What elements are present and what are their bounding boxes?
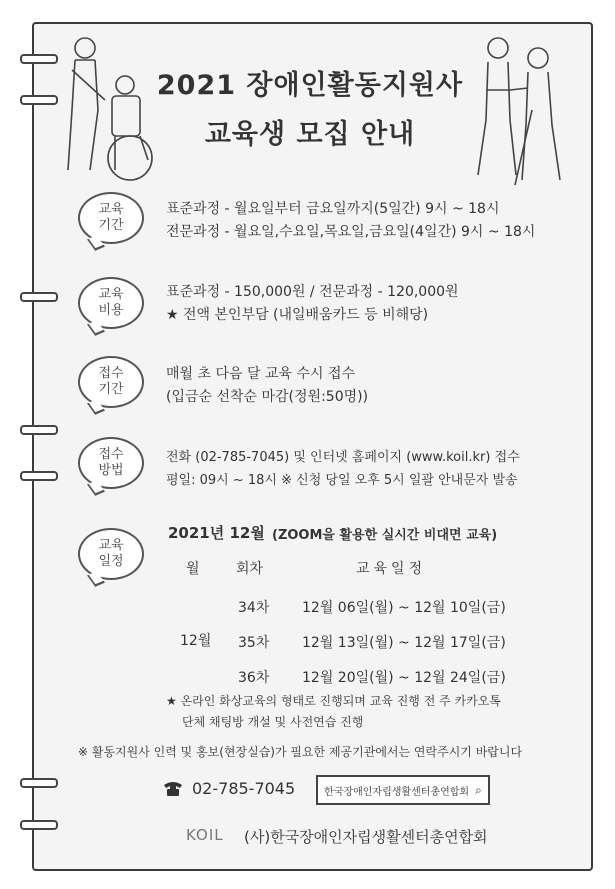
table-cell-round: 36차 <box>238 670 270 686</box>
section-label: 접수 기간 <box>98 366 124 397</box>
section-label-bubble <box>78 277 144 329</box>
binder-ring <box>20 820 58 830</box>
section-line: 표준과정 - 150,000원 / 전문과정 - 120,000원 <box>166 284 459 300</box>
section-label: 교육 기간 <box>98 202 124 233</box>
section-label-bubble <box>78 437 144 489</box>
search-box[interactable] <box>316 775 490 805</box>
schedule-heading: 2021년 12월 <box>168 524 265 542</box>
guide-person-illustration <box>470 30 570 190</box>
table-cell-round: 34차 <box>238 600 270 616</box>
section-line: ★ 전액 본인부담 (내일배움카드 등 비해당) <box>166 307 429 323</box>
schedule-note: ★ 온라인 화상교육의 형태로 진행되며 교육 진행 전 주 카카오톡 <box>166 694 501 708</box>
section-label-bubble <box>78 528 144 580</box>
section-label-bubble <box>78 192 144 244</box>
section-label-bubble <box>78 356 144 408</box>
table-cell-dates: 12월 13일(월) ~ 12월 17일(금) <box>302 635 506 651</box>
section-line: 전화 (02-785-7045) 및 인터넷 홈페이지 (www.koil.kr) 접수 <box>166 450 520 465</box>
schedule-note: 단체 채팅방 개설 및 사전연습 진행 <box>182 715 364 729</box>
table-header-round: 회차 <box>236 561 264 577</box>
section-label: 접수 방법 <box>98 447 124 478</box>
table-header-month: 월 <box>186 561 200 577</box>
section-line: 표준과정 - 월요일부터 금요일까지(5일간) 9시 ~ 18시 <box>166 201 500 217</box>
table-cell-month: 12월 <box>180 633 212 649</box>
section-label: 교육 비용 <box>98 287 124 318</box>
table-cell-dates: 12월 06일(월) ~ 12월 10일(금) <box>302 600 506 616</box>
page-subtitle: 교육생 모집 안내 <box>204 119 416 150</box>
section-line: 전문과정 - 월요일,수요일,목요일,금요일(4일간) 9시 ~ 18시 <box>166 224 536 240</box>
table-cell-dates: 12월 20일(월) ~ 12월 24일(금) <box>302 670 506 686</box>
binder-ring <box>20 425 58 435</box>
search-box-text: 한국장애인자립생활센터총연합회 <box>324 786 470 798</box>
footer-note: ※ 활동지원사 인력 및 홍보(현장실습)가 필요한 제공기관에서는 연락주시기 바랍니다 <box>78 745 523 759</box>
section-label: 교육 일정 <box>98 538 124 569</box>
section-line: (입금순 선착순 마감(정원:50명)) <box>166 389 369 405</box>
binder-ring <box>20 95 58 105</box>
org-name: (사)한국장애인자립생활센터총연합회 <box>244 828 488 846</box>
section-line: 매월 초 다음 달 교육 수시 접수 <box>166 366 355 382</box>
caregiver-wheelchair-illustration <box>60 30 155 190</box>
search-icon: ⌕ <box>475 782 482 797</box>
binder-ring <box>20 292 58 302</box>
binder-ring <box>20 778 58 788</box>
binder-ring <box>20 54 58 64</box>
binder-ring <box>20 471 58 481</box>
section-line: 평일: 09시 ~ 18시 ※ 신청 당일 오후 5시 일괄 안내문자 발송 <box>166 473 518 488</box>
table-cell-round: 35차 <box>238 635 270 651</box>
table-header-dates: 교육일정 <box>356 561 427 577</box>
telephone-icon <box>162 779 184 797</box>
schedule-subheading: (ZOOM을 활용한 실시간 비대면 교육) <box>272 528 498 543</box>
org-logo: KOIL <box>186 826 224 844</box>
contact-phone: 02-785-7045 <box>192 779 296 798</box>
page-title: 2021 장애인활동지원사 <box>156 70 464 101</box>
